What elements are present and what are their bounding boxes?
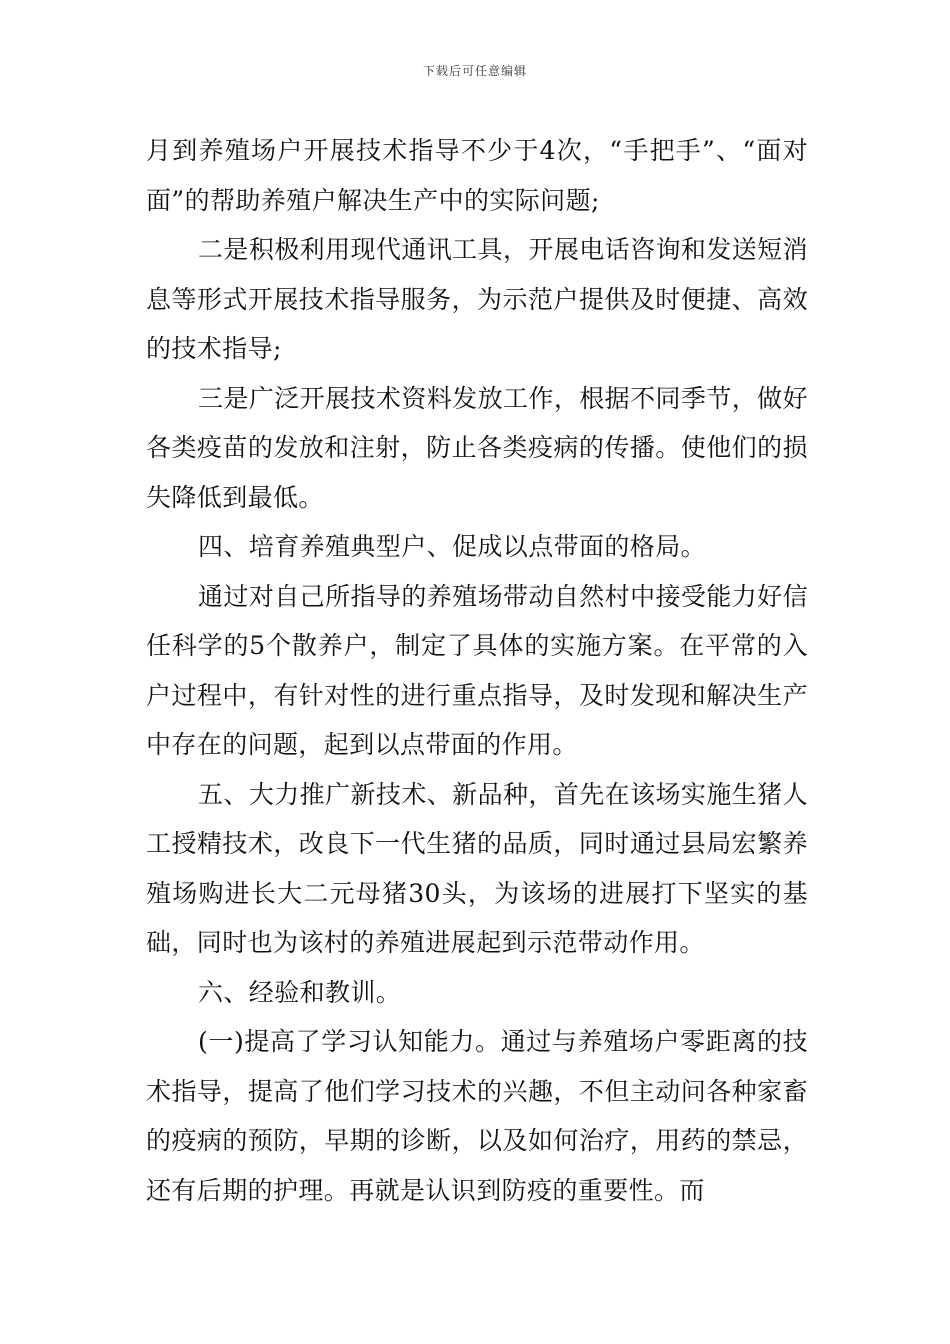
- section-heading: 四、培育养殖典型户、促成以点带面的格局。: [198, 532, 707, 561]
- page-header: 下载后可任意编辑: [422, 64, 527, 78]
- paragraph: 二是积极利用现代通讯工具，开展电话咨询和发送短消息等形式开展技术指导服务，为示范户提供及时便捷、高效的技术指导;: [146, 235, 808, 363]
- paragraph: 通过对自己所指导的养殖场带动自然村中接受能力好信任科学的5个散养户，制定了具体的实施方案。在平常的入户过程中，有针对性的进行重点指导，及时发现和解决生产中存在的问题，起到以点带面的作用。: [146, 581, 808, 759]
- paragraph: 三是广泛开展技术资料发放工作，根据不同季节，做好各类疫苗的发放和注射，防止各类疫病的传播。使他们的损失降低到最低。: [146, 383, 808, 512]
- paragraph: 五、大力推广新技术、新品种，首先在该场实施生猪人工授精技术，改良下一代生猪的品质，同时通过县局宏繁养殖场购进长大二元母猪30头，为该场的进展打下坚实的基础，同时也为该村的养殖进展起到示范带动作用。: [146, 779, 808, 957]
- paragraph: 月到养殖场户开展技术指导不少于4次，“手把手”、“面对面”的帮助养殖户解决生产中的实际问题;: [146, 136, 808, 215]
- document-body: [146, 126, 808, 1215]
- paragraph: (一)提高了学习认知能力。通过与养殖场户零距离的技术指导，提高了他们学习技术的兴趣，不但主动问各种家畜的疫病的预防，早期的诊断，以及如何治疗，用药的禁忌，还有后期的护理。再就是认识到防疫的重要性。而: [146, 1027, 808, 1205]
- section-heading: 六、经验和教训。: [198, 977, 402, 1007]
